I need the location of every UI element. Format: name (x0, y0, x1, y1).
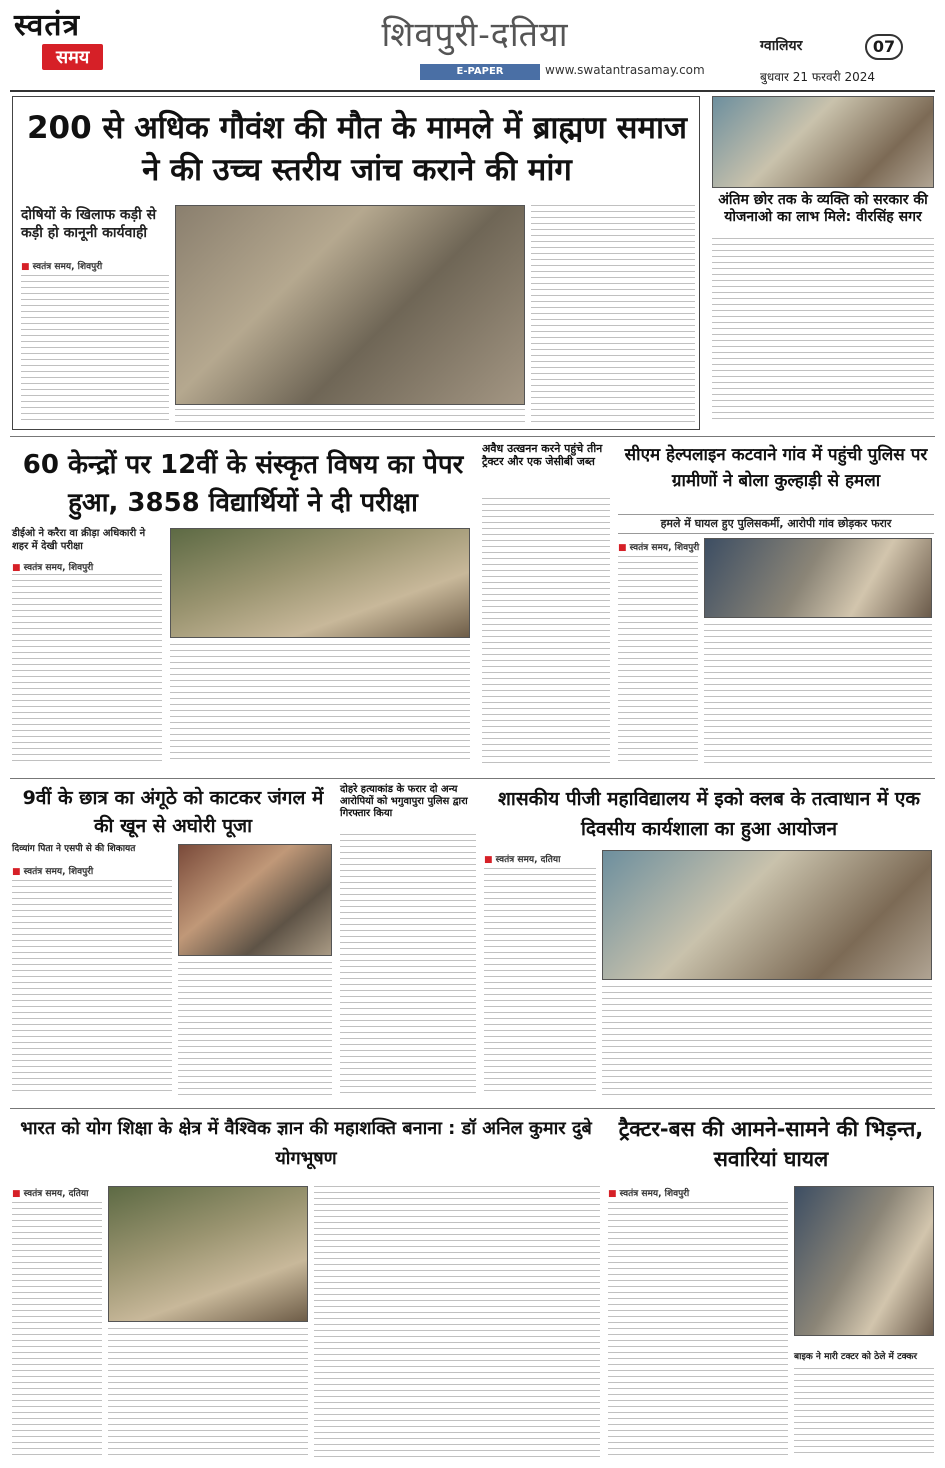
story3-headline: 60 केन्द्रों पर 12वीं के संस्कृत विषय का पेपर हुआ, 3858 विद्यार्थियों ने दी परीक्षा (22, 450, 464, 518)
story7-headline: दोहरे हत्याकांड के फरार दो अन्य आरोपियों को भगुवापुरा पुलिस द्वारा गिरफ्तार किया (340, 784, 468, 819)
story5-headline: सीएम हेल्पलाइन कटवाने गांव में पहुंची पुलिस पर ग्रामीणों ने बोला कुल्हाड़ी से हमला (624, 445, 928, 491)
story6-body-right (178, 962, 332, 1096)
page-number: 07 (865, 34, 903, 60)
story10-body-right (794, 1368, 934, 1458)
story1-subhead: दोषियों के खिलाफ कड़ी से कड़ी हो कानूनी कार्यवाही (21, 207, 157, 241)
story5-body (618, 556, 698, 766)
logo-bottom-text: समय (42, 44, 103, 70)
masthead-rule (10, 90, 935, 92)
story-aghori (12, 784, 334, 1102)
story4-headline: अवैध उत्खनन करने पहुंचे तीन ट्रैक्टर और एक जेसीबी जब्त (482, 442, 603, 469)
story1-headline: 200 से अधिक गौवंश की मौत के मामले में ब्राह्मण समाज ने की उच्च स्तरीय जांच कराने की मांग (26, 110, 687, 188)
story6-photo (178, 844, 332, 956)
story10-caption: बाइक ने मारी टक्टर को ठेले में टक्कर (794, 1352, 918, 1362)
story9-byline: ■ स्वतंत्र समय, दतिया (12, 1186, 88, 1199)
story10-byline: ■ स्वतंत्र समय, शिवपुरी (608, 1186, 689, 1199)
story-cm-helpline (618, 442, 934, 772)
story-eco-club (484, 784, 934, 1102)
story-dohre-hatyakand (340, 784, 476, 1102)
story10-body (608, 1202, 788, 1458)
story3-body (12, 574, 162, 764)
story8-headline: शासकीय पीजी महाविद्यालय में इको क्लब के तत्वाधान में एक दिवसीय कार्यशाला का हुआ आयोजन (498, 788, 920, 840)
section-rule-3 (10, 1108, 935, 1109)
story-virsingh (712, 96, 934, 430)
story7-body (340, 834, 476, 1096)
story1-body (21, 275, 169, 425)
epaper-label: E-PAPER (420, 64, 540, 80)
story1-photo (175, 205, 525, 405)
story8-photo (602, 850, 932, 980)
story6-body (12, 880, 172, 1096)
story10-photo (794, 1186, 934, 1336)
story2-headline: अंतिम छोर तक के व्यक्ति को सरकार की योजनाओ का लाभ मिले: वीरसिंह सगर (718, 192, 928, 225)
story-avaidh (482, 442, 610, 772)
story-yoga (12, 1114, 600, 1464)
story5-subhead: हमले में घायल हुए पुलिसकर्मी, आरोपी गांव छोड़कर फरार (618, 514, 934, 534)
section-rule-2 (10, 778, 935, 779)
city-label: ग्वालियर (760, 38, 803, 54)
story2-body (712, 238, 934, 424)
issue-date: बुधवार 21 फरवरी 2024 (760, 70, 876, 84)
story9-photo (108, 1186, 308, 1322)
story9-body (12, 1202, 102, 1458)
story6-subhead: दिव्यांग पिता ने एसपी से की शिकायत (12, 844, 136, 854)
story3-body-right (170, 644, 470, 764)
story8-body-right (602, 986, 932, 1096)
story6-headline: 9वीं के छात्र का अंगूठे को काटकर जंगल में की खून से अघोरी पूजा (22, 787, 324, 837)
story9-body-right (314, 1186, 600, 1458)
story-tractor-bus (608, 1114, 934, 1464)
logo-top-text: स्वतंत्र (14, 8, 81, 43)
edition-title: शिवपुरी-दतिया (381, 15, 569, 55)
story1-body-right (531, 205, 695, 425)
masthead-logo (14, 8, 134, 88)
story-sanskrit (12, 442, 474, 772)
story3-subhead: डीईओ ने करैरा वा क्रीड़ा अधिकारी ने शहर में देखी परीक्षा (12, 528, 146, 552)
story2-photo (712, 96, 934, 188)
website-link[interactable]: www.swatantrasamay.com (545, 63, 705, 77)
story1-byline: ■ स्वतंत्र समय, शिवपुरी (21, 259, 102, 272)
story5-byline: ■ स्वतंत्र समय, शिवपुरी (618, 540, 699, 553)
story9-headline: भारत को योग शिक्षा के क्षेत्र में वैश्विक ज्ञान की महाशक्ति बनाना : डॉ अनिल कुमार दुबे योगभूषण (20, 1118, 592, 1169)
story5-body-right (704, 624, 932, 766)
story8-body (484, 868, 596, 1096)
story6-byline: ■ स्वतंत्र समय, शिवपुरी (12, 864, 93, 877)
story3-photo (170, 528, 470, 638)
story-gauvansh (12, 96, 700, 430)
story9-body-mid (108, 1328, 308, 1458)
story5-photo (704, 538, 932, 618)
story8-byline: ■ स्वतंत्र समय, दतिया (484, 852, 560, 865)
section-rule-1 (10, 436, 935, 437)
story3-byline: ■ स्वतंत्र समय, शिवपुरी (12, 560, 93, 573)
story10-headline: ट्रैक्टर-बस की आमने-सामने की भिड़न्त, सवारियां घायल (618, 1117, 924, 1171)
story4-body (482, 498, 610, 766)
story1-caption (175, 409, 525, 425)
